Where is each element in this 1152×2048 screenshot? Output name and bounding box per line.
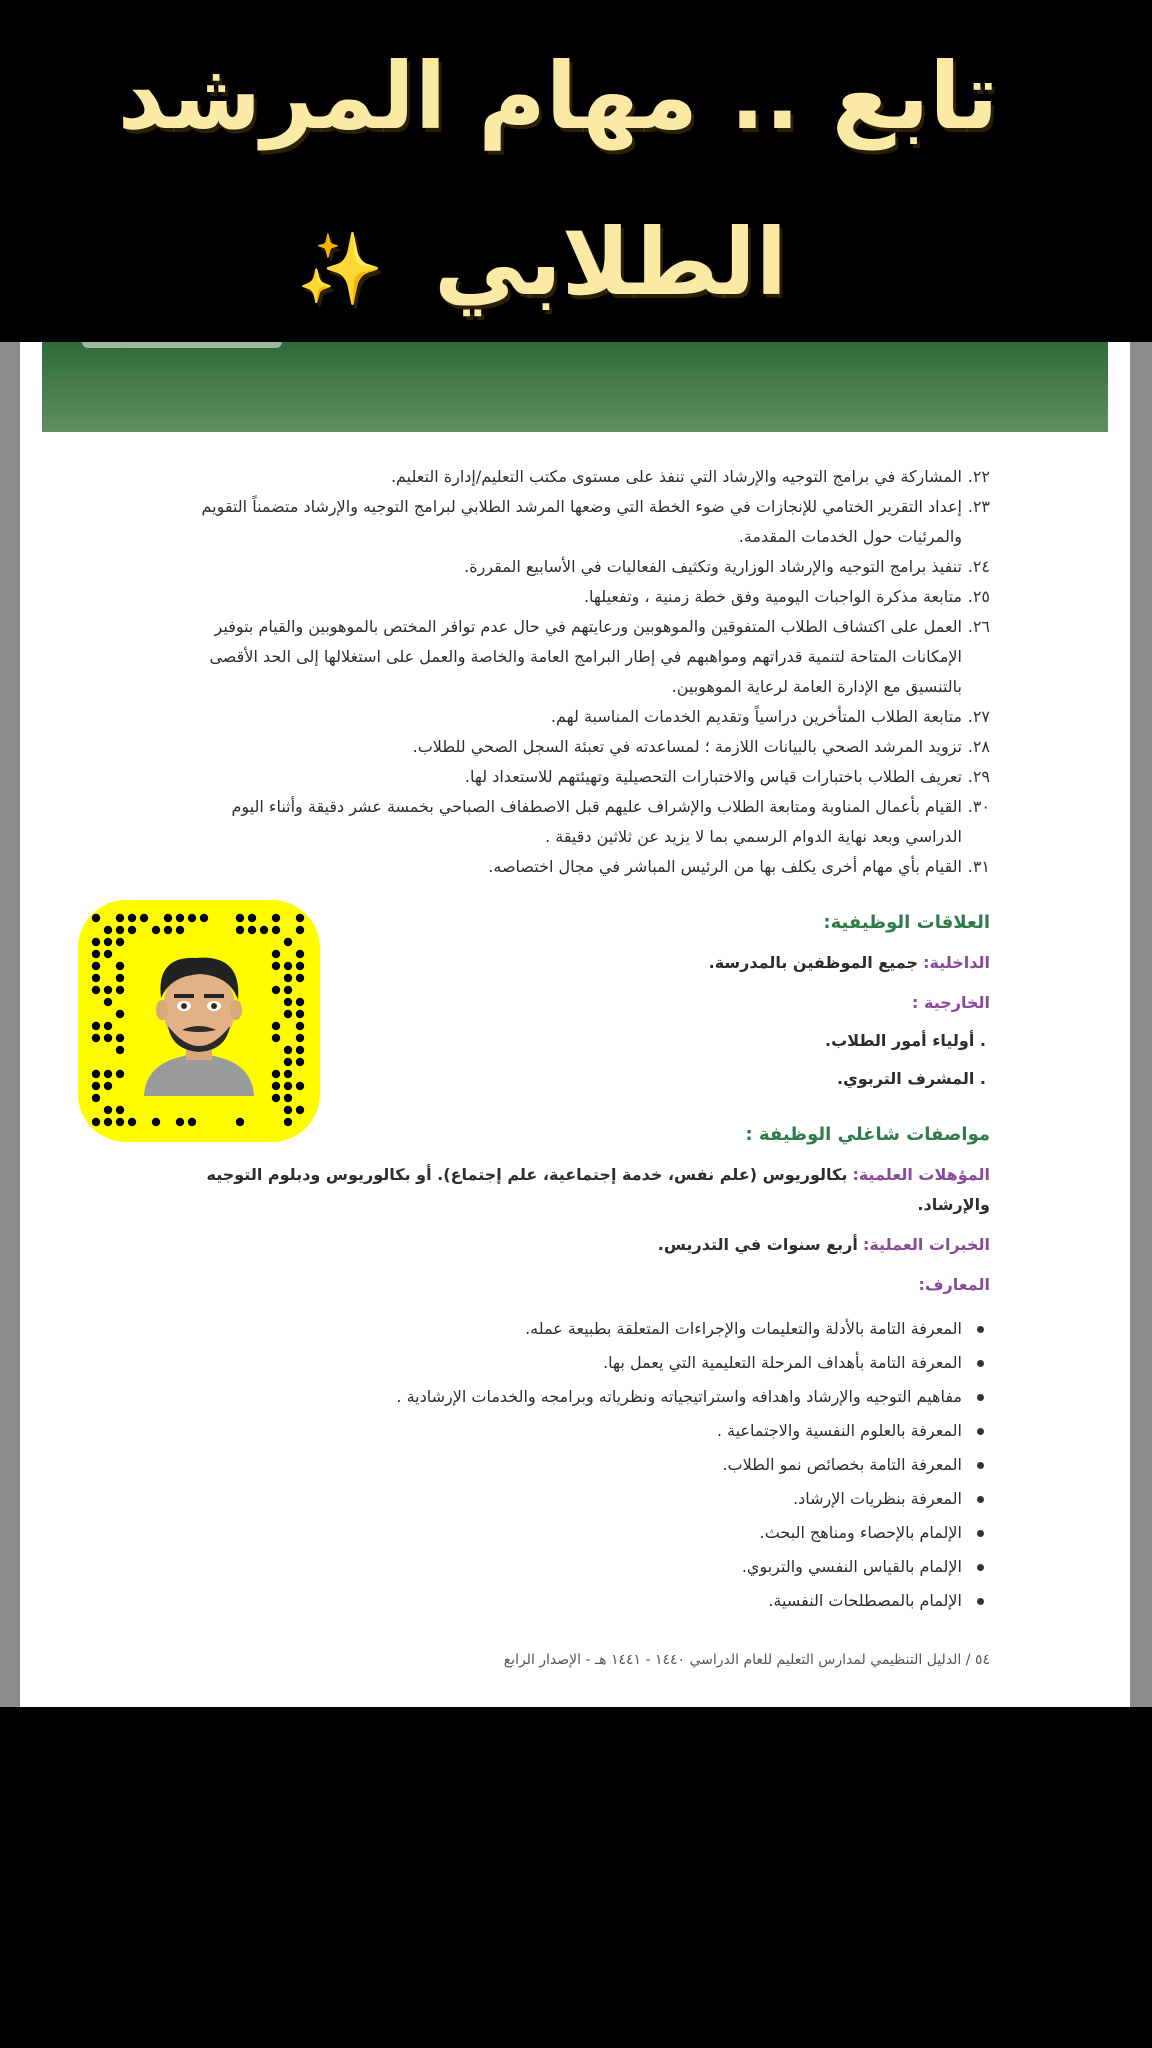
internal-label: الداخلية: bbox=[923, 953, 990, 972]
snapcode-icon[interactable] bbox=[78, 900, 320, 1142]
task-text: متابعة مذكرة الواجبات اليومية وفق خطة زمنية ، وتفعيلها. bbox=[583, 587, 962, 606]
task-item bbox=[170, 702, 990, 732]
page-header-tab bbox=[82, 342, 282, 348]
task-number: ٢٧. bbox=[967, 707, 990, 726]
task-item bbox=[170, 462, 990, 492]
task-text: القيام بأعمال المناوبة ومتابعة الطلاب والإشراف عليهم قبل الاصطفاف الصباحي بخمسة عشر دقيقة وأثناء اليوم الدراسي وبعد نهاية الدوام الرسمي بما لا يزيد عن ثلاثين دقيقة . bbox=[231, 797, 962, 846]
experience-label: الخبرات العملية: bbox=[862, 1235, 990, 1254]
knowledge-heading bbox=[170, 1270, 990, 1300]
title-line-2 bbox=[0, 208, 1118, 324]
knowledge-list bbox=[170, 1312, 990, 1618]
knowledge-item: المعرفة التامة بخصائص نمو الطلاب. bbox=[170, 1448, 990, 1482]
left-margin bbox=[0, 342, 20, 1707]
task-number: ٣٠. bbox=[967, 797, 990, 816]
page-footer: ٥٤ / الدليل التنظيمي لمدارس التعليم للعام الدراسي ١٤٤٠ - ١٤٤١ هـ - الإصدار الرابع bbox=[503, 1652, 990, 1668]
external-item: . المشرف التربوي. bbox=[836, 1069, 986, 1088]
task-number: ٢٨. bbox=[967, 737, 990, 756]
task-number: ٢٢. bbox=[967, 467, 990, 486]
task-item bbox=[170, 612, 990, 702]
task-text: المشاركة في برامج التوجيه والإرشاد التي تنفذ على مستوى مكتب التعليم/إدارة التعليم. bbox=[390, 467, 962, 486]
qualifications-value: بكالوريوس (علم نفس، خدمة إجتماعية، علم إجتماع). أو بكالوريوس ودبلوم التوجيه والإرشاد. bbox=[206, 1165, 990, 1214]
task-item bbox=[170, 552, 990, 582]
task-text: تزويد المرشد الصحي بالبيانات اللازمة ؛ لمساعدته في تعبئة السجل الصحي للطلاب. bbox=[412, 737, 962, 756]
task-text: العمل على اكتشاف الطلاب المتفوقين والموهوبين ورعايتهم في حال عدم توافر المختص بالموهوبين والقيام بتوفير الإمكانات المتاحة لتنمية قدراتهم ومواهبهم في إطار البرامج العامة والخاصة والعمل على استغلالها إلى الحد الأقصى بالتنسيق مع الإدارة العامة لرعاية الموهوبين. bbox=[209, 617, 962, 696]
task-item bbox=[170, 492, 990, 552]
internal-value: جميع الموظفين بالمدرسة. bbox=[708, 953, 918, 972]
task-number: ٢٤. bbox=[967, 557, 990, 576]
right-margin bbox=[1130, 342, 1152, 1707]
bitmoji-avatar bbox=[134, 946, 264, 1096]
task-number: ٢٣. bbox=[967, 497, 990, 516]
knowledge-item: المعرفة بنظريات الإرشاد. bbox=[170, 1482, 990, 1516]
task-number: ٢٦. bbox=[967, 617, 990, 636]
knowledge-item: المعرفة بالعلوم النفسية والاجتماعية . bbox=[170, 1414, 990, 1448]
task-number: ٢٩. bbox=[967, 767, 990, 786]
external-item: . أولياء أمور الطلاب. bbox=[825, 1031, 986, 1050]
qualifications-label: المؤهلات العلمية: bbox=[852, 1165, 990, 1184]
task-item bbox=[170, 792, 990, 852]
task-item bbox=[170, 582, 990, 612]
task-number: ٢٥. bbox=[967, 587, 990, 606]
task-text: متابعة الطلاب المتأخرين دراسياً وتقديم الخدمات المناسبة لهم. bbox=[550, 707, 962, 726]
task-item bbox=[170, 852, 990, 882]
page-header-band bbox=[42, 342, 1108, 432]
task-item bbox=[170, 732, 990, 762]
knowledge-item: المعرفة التامة بالأدلة والتعليمات والإجراءات المتعلقة بطبيعة عمله. bbox=[170, 1312, 990, 1346]
external-label: الخارجية : bbox=[912, 993, 990, 1012]
task-number: ٣١. bbox=[967, 857, 990, 876]
specs-title: مواصفات شاغلي الوظيفة : bbox=[745, 1124, 990, 1145]
header-band bbox=[0, 0, 1152, 342]
knowledge-item: مفاهيم التوجيه والإرشاد واهدافه واستراتيجياته ونظرياته وبرامجه والخدمات الإرشادية . bbox=[170, 1380, 990, 1414]
knowledge-item: الإلمام بالإحصاء ومناهج البحث. bbox=[170, 1516, 990, 1550]
task-text: تنفيذ برامج التوجيه والإرشاد الوزارية وتكثيف الفعاليات في الأسابيع المقررة. bbox=[464, 557, 962, 576]
experience-value: أربع سنوات في التدريس. bbox=[657, 1235, 858, 1254]
title-line-2-text: الطلابي bbox=[434, 209, 788, 316]
knowledge-item: الإلمام بالمصطلحات النفسية. bbox=[170, 1584, 990, 1618]
knowledge-item: الإلمام بالقياس النفسي والتربوي. bbox=[170, 1550, 990, 1584]
title-line-1: تابع .. مهام المرشد bbox=[117, 43, 999, 150]
task-item bbox=[170, 762, 990, 792]
relations-title: العلاقات الوظيفية: bbox=[823, 912, 990, 933]
qualifications bbox=[170, 1160, 990, 1220]
task-text: القيام بأي مهام أخرى يكلف بها من الرئيس المباشر في مجال اختصاصه. bbox=[488, 857, 962, 876]
knowledge-label: المعارف: bbox=[918, 1275, 990, 1294]
tasks-list bbox=[170, 462, 990, 882]
task-text: إعداد التقرير الختامي للإنجازات في ضوء الخطة التي وضعها المرشد الطلابي لبرامج التوجيه والإرشاد متضمناً التقويم والمرئيات حول الخدمات المقدمة. bbox=[201, 497, 962, 546]
experience bbox=[170, 1230, 990, 1260]
sparkles-icon: ✨ bbox=[296, 227, 384, 310]
task-text: تعريف الطلاب باختبارات قياس والاختبارات التحصيلية وتهيئتهم للاستعداد لها. bbox=[464, 767, 962, 786]
knowledge-item: المعرفة التامة بأهداف المرحلة التعليمية التي يعمل بها. bbox=[170, 1346, 990, 1380]
